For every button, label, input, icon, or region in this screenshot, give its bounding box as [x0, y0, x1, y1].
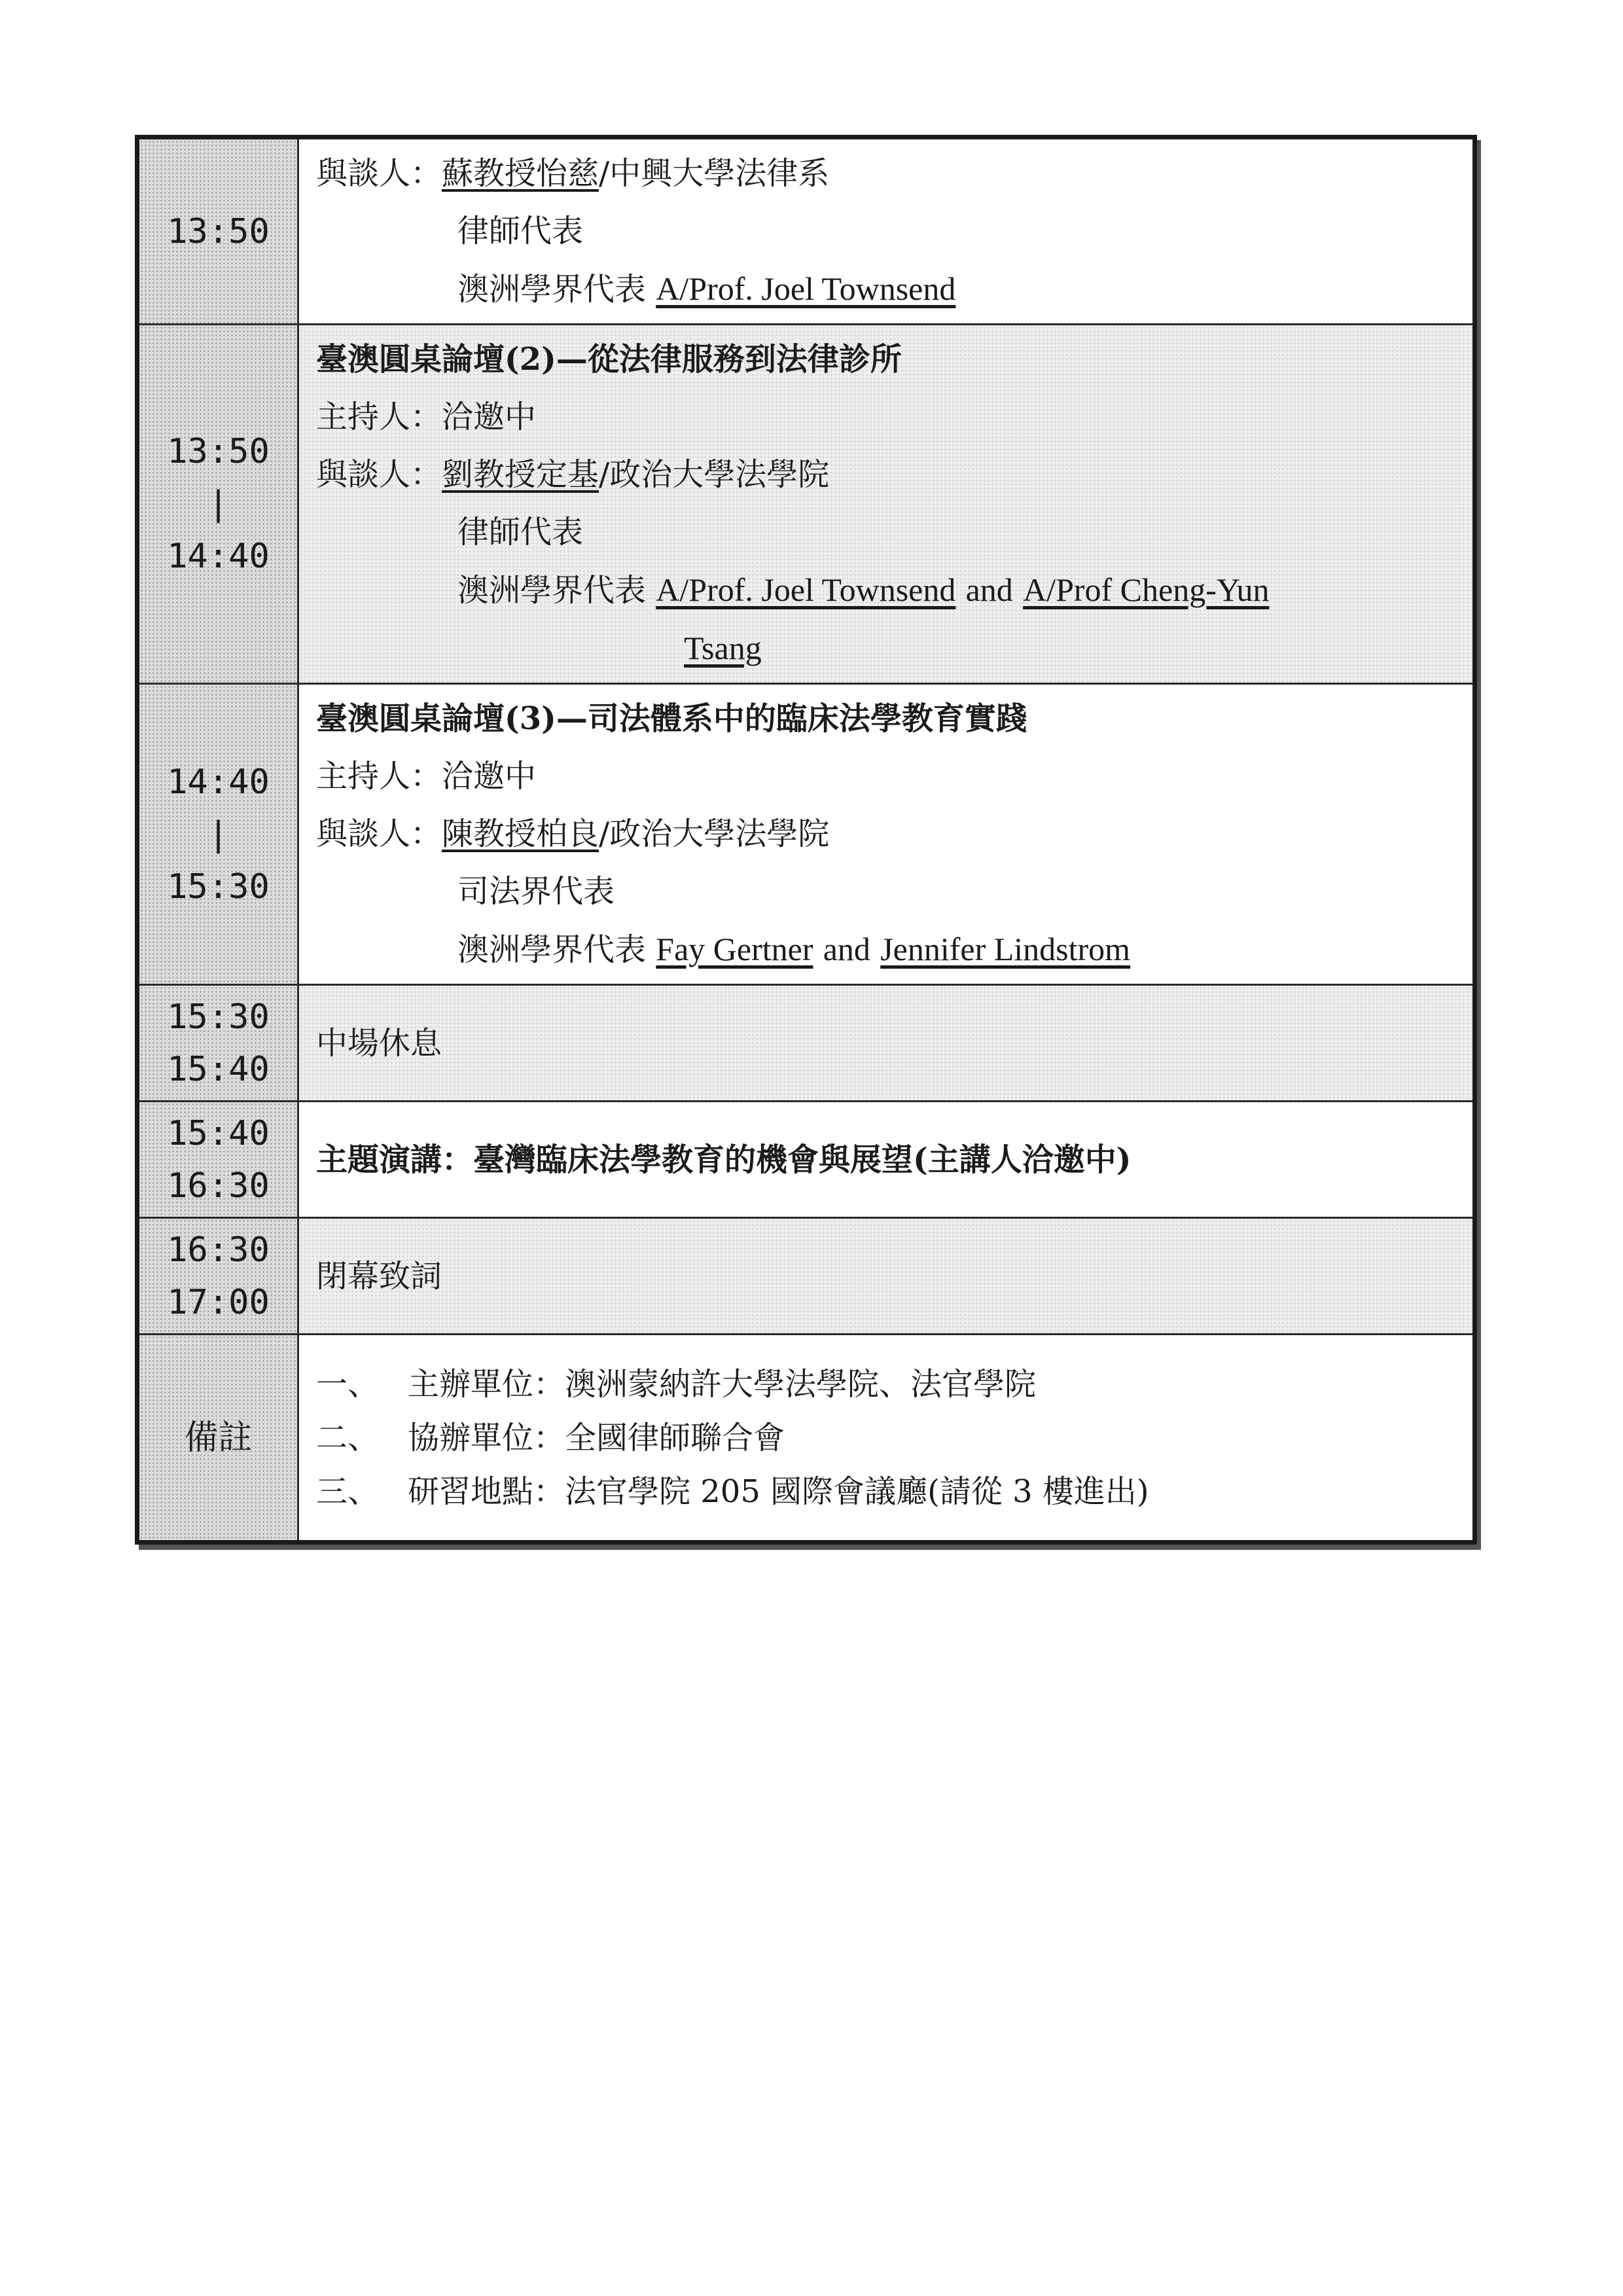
time-separator: | [207, 484, 229, 524]
panelist-affiliation: /政治大學法學院 [599, 816, 830, 852]
time-separator: | [207, 814, 229, 854]
session-text: 中場休息 [316, 1024, 442, 1062]
time-end: 15:40 [167, 1049, 270, 1089]
session-title: 臺澳圓桌論壇(3)—司法體系中的臨床法學教育實踐 [316, 700, 1027, 737]
session-cell [298, 1102, 1475, 1218]
time-cell [137, 325, 298, 684]
time-end: 15:30 [167, 867, 270, 906]
session-cell [298, 684, 1475, 985]
notes-cell [298, 1335, 1475, 1543]
note-item [316, 1357, 1455, 1411]
session-title: 臺澳圓桌論壇(2)—從法律服務到法律診所 [316, 341, 902, 378]
time-cell [137, 1102, 298, 1218]
agenda-row [137, 325, 1475, 684]
panelist-name-en: A/Prof Cheng-Yun [1023, 571, 1270, 608]
time-end: 17:00 [167, 1282, 270, 1322]
time-start: 13:50 [167, 211, 270, 251]
agenda-row [137, 1102, 1475, 1218]
panelist-line [316, 805, 1455, 863]
agenda-row [137, 1218, 1475, 1335]
agenda-table [135, 135, 1477, 1545]
session-cell [298, 325, 1475, 684]
panelist-label: 與談人： [316, 155, 442, 192]
panelist-line: 律師代表 [457, 213, 584, 249]
time-cell [137, 985, 298, 1102]
time-start: 16:30 [167, 1230, 270, 1270]
notes-label: 備註 [184, 1418, 253, 1458]
panelist-name-en: Fay Gertner [656, 931, 813, 967]
panelist-label: 與談人： [316, 816, 442, 852]
note-item [316, 1465, 1455, 1518]
agenda-row [137, 985, 1475, 1102]
panelist-affiliation: /政治大學法學院 [599, 456, 830, 493]
time-cell [137, 137, 298, 325]
time-start: 15:40 [167, 1113, 270, 1153]
panelist-name-en: Tsang [684, 630, 762, 666]
panelist-name-en: A/Prof. Joel Townsend [656, 270, 956, 307]
panelist-name: 劉教授定基 [442, 456, 599, 493]
note-text: 研習地點：法官學院 205 國際會議廳(請從 3 樓進出) [408, 1473, 1149, 1510]
note-number: 二、 [316, 1419, 380, 1456]
panelist-line [316, 920, 1455, 978]
panelist-line: 司法界代表 [457, 873, 615, 910]
time-end: 14:40 [167, 537, 270, 576]
keynote-title: 主題演講：臺灣臨床法學教育的機會與展望(主講人洽邀中) [316, 1141, 1132, 1178]
panelist-line-continued [316, 619, 1455, 677]
panelist-name-en: Jennifer Lindstrom [880, 931, 1131, 967]
panelist-line: 律師代表 [457, 514, 584, 550]
panelist-line [316, 446, 1455, 503]
time-end: 16:30 [167, 1166, 270, 1206]
notes-label-cell [137, 1335, 298, 1543]
time-start: 15:30 [167, 997, 270, 1037]
time-start: 13:50 [167, 432, 270, 471]
note-text: 協辦單位：全國律師聯合會 [408, 1419, 785, 1456]
time-cell [137, 684, 298, 985]
panelist-line [316, 561, 1455, 619]
session-text: 閉幕致詞 [316, 1257, 442, 1295]
panelist-name: 蘇教授怡慈 [442, 155, 599, 192]
note-number: 一、 [316, 1365, 380, 1403]
conjunction: and [823, 931, 870, 967]
session-cell [298, 137, 1475, 325]
note-number: 三、 [316, 1473, 380, 1510]
panelist-name: 陳教授柏良 [442, 816, 599, 852]
panelist-group: 澳洲學界代表 [457, 271, 647, 308]
session-cell [298, 1218, 1475, 1335]
panelist-line [316, 260, 1455, 318]
time-start: 14:40 [167, 762, 270, 802]
panelist-line [316, 145, 1455, 202]
notes-row [137, 1335, 1475, 1543]
agenda-row [137, 137, 1475, 325]
panelist-name-en: A/Prof. Joel Townsend [656, 571, 956, 608]
agenda-row [137, 684, 1475, 985]
panelist-label: 與談人： [316, 456, 442, 493]
panelist-affiliation: /中興大學法律系 [599, 155, 830, 192]
note-text: 主辦單位：澳洲蒙納許大學法學院、法官學院 [408, 1365, 1037, 1403]
conjunction: and [965, 571, 1013, 608]
panelist-group: 澳洲學界代表 [457, 931, 647, 968]
panelist-group: 澳洲學界代表 [457, 572, 647, 609]
note-item [316, 1411, 1455, 1465]
time-cell [137, 1218, 298, 1335]
host-line: 主持人：洽邀中 [316, 399, 537, 435]
host-line: 主持人：洽邀中 [316, 758, 537, 795]
session-cell [298, 985, 1475, 1102]
